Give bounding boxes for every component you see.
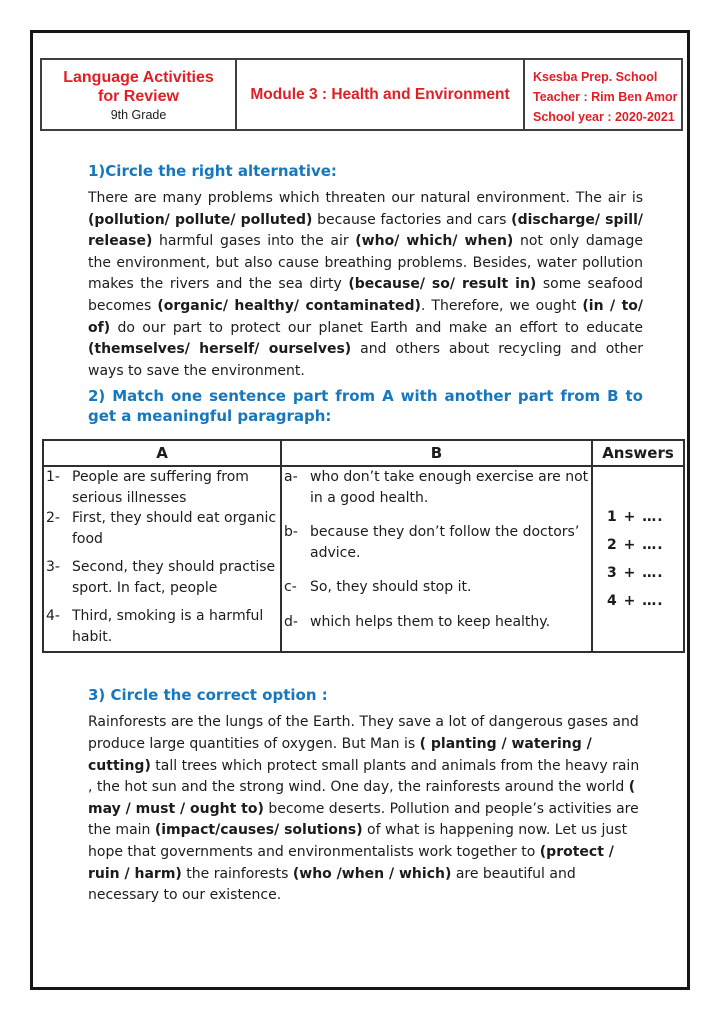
header-right-cell (524, 59, 682, 130)
item-text: Third, smoking is a harmful habit. (72, 608, 264, 645)
item-text: People are suffering from serious illnesses (72, 469, 249, 506)
match-a-item (44, 467, 280, 508)
answer-blank: 1 + …. (607, 509, 664, 526)
section3-heading: 3) Circle the correct option : (88, 686, 328, 705)
section1-paragraph: There are many problems which threaten our natural environment. The air is (pollution/ pollute/ polluted) because factories and cars (discharge/ spill/ release) harmful gases into the air (who/ which/ when) not only damage the environment, but also cause breathing problems. Besides, water pollution makes the rivers and the sea dirty (because/ so/ result in) some seafood becomes (organic/ healthy/ contaminated). Therefore, we ought (in / to/ of) do our part to protect our planet Earth and make an effort to educate (themselves/ herself/ ourselves) and others about recycling and other ways to save the environment. (88, 190, 644, 379)
header-table (40, 58, 683, 131)
item-number: 2- (46, 510, 60, 527)
school-info (525, 62, 681, 127)
item-letter: c- (284, 579, 297, 596)
column-b-header: B (281, 440, 592, 466)
item-number: 4- (46, 608, 60, 625)
item-text: who don’t take enough exercise are not in a good health. (310, 469, 589, 506)
module-title: Module 3 : Health and Environment (250, 85, 510, 103)
item-text: Second, they should practise sport. In fact, people (72, 559, 276, 596)
answers-list (593, 509, 683, 609)
answer-blank: 2 + …. (607, 537, 664, 554)
match-table-header-row (43, 440, 684, 466)
match-table-body-row (43, 466, 684, 652)
match-table (42, 439, 685, 653)
answer-blank: 3 + …. (607, 565, 664, 582)
grade-label: 9th Grade (110, 107, 167, 122)
teacher-name: Teacher : Rim Ben Amor (533, 90, 678, 104)
section2-heading: 2) Match one sentence part from A with another part from B to get a meaningful paragraph: (88, 387, 643, 426)
page-border (30, 30, 690, 990)
column-b-cell (281, 466, 592, 652)
match-b-item (282, 467, 591, 508)
answer-blank: 4 + …. (607, 593, 664, 610)
item-text: So, they should stop it. (310, 579, 472, 596)
match-a-item (44, 606, 280, 647)
column-a-cell (43, 466, 281, 652)
item-number: 3- (46, 559, 60, 576)
item-letter: b- (284, 524, 298, 541)
header-center-cell (236, 59, 524, 130)
item-number: 1- (46, 469, 60, 486)
match-b-item (282, 522, 591, 563)
match-a-item (44, 557, 280, 598)
item-letter: d- (284, 613, 298, 630)
item-letter: a- (284, 469, 298, 486)
match-b-item (282, 612, 591, 633)
column-a-header: A (43, 440, 281, 466)
section1-heading: 1)Circle the right alternative: (88, 162, 337, 180)
item-text: because they don’t follow the doctors’ advice. (310, 524, 580, 561)
item-text: First, they should eat organic food (72, 510, 277, 547)
section3-paragraph: Rainforests are the lungs of the Earth. They save a lot of dangerous gases and produce large quantities of oxygen. But Man is ( planting / watering / cutting) tall trees which protect small plants and animals from the heavy rain , the hot sun and the strong wind. One day, the rainforests around the world ( may / must / ought to) become deserts. Pollution and people’s activities are the main (impact/causes/ solutions) of what is happening now. Let us just hope that governments and environmentalists work together to (protect / ruin / harm) the rainforests (who /when / which) are beautiful and necessary to our existence. (88, 714, 640, 904)
item-text: which helps them to keep healthy. (310, 613, 551, 630)
school-name: Ksesba Prep. School (533, 70, 658, 84)
answers-cell (592, 466, 684, 652)
match-a-item (44, 508, 280, 549)
header-left-cell (41, 59, 236, 130)
worksheet-title-line2: for Review (98, 87, 179, 105)
match-b-item (282, 577, 591, 598)
school-year: School year : 2020-2021 (533, 110, 675, 124)
answers-column-header: Answers (592, 440, 684, 466)
worksheet-title-line1: Language Activities (63, 68, 214, 86)
